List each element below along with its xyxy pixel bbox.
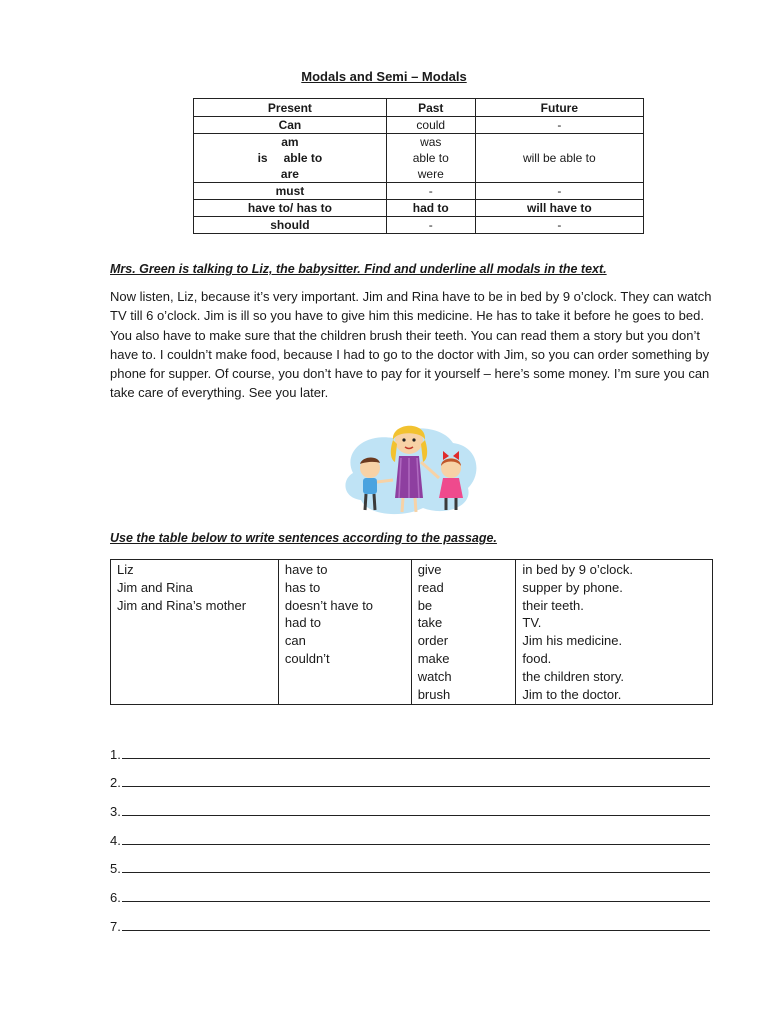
write-line[interactable] [122, 803, 710, 816]
list-item: Jim and Rina [117, 579, 193, 595]
list-item: Jim his medicine. [522, 633, 623, 649]
cell-line [196, 150, 384, 166]
answer-number: 7. [110, 918, 121, 934]
page-title: Modals and Semi – Modals [301, 69, 467, 84]
cell-word: is [257, 151, 268, 165]
table-cell: will be able to [475, 134, 643, 183]
list-item: Jim and Rina’s mother [117, 597, 247, 613]
sentence-building-table [110, 559, 713, 705]
table-cell: must [194, 183, 387, 200]
write-line[interactable] [122, 918, 710, 931]
list-item: couldn’t [284, 650, 330, 666]
answer-line[interactable] [110, 905, 710, 934]
table-row [194, 183, 644, 200]
cell-line: were [417, 167, 444, 181]
answer-line[interactable] [110, 819, 710, 848]
modals-table [193, 98, 644, 234]
table-row [194, 217, 644, 234]
list-item: Liz [117, 562, 134, 577]
answer-number: 1. [110, 746, 121, 762]
subjects-column [111, 560, 279, 705]
list-item: their teeth. [522, 597, 584, 613]
list-item: have to [284, 562, 328, 577]
list-item: food. [522, 650, 552, 666]
write-line[interactable] [122, 889, 710, 902]
answer-number: 4. [110, 832, 121, 848]
table-header-row [194, 99, 644, 117]
table-cell: will have to [475, 200, 643, 217]
table-cell [386, 134, 475, 183]
table-row-able-to [194, 134, 644, 183]
verbs-column [411, 560, 516, 705]
list-item: take [417, 615, 443, 631]
list-item: be [417, 597, 433, 613]
table-cell: have to/ has to [194, 200, 387, 217]
answer-line[interactable] [110, 790, 710, 819]
list-item: can [284, 633, 306, 649]
table-cell: should [194, 217, 387, 234]
table-cell: - [475, 217, 643, 234]
answer-number: 3. [110, 804, 121, 820]
instruction-underline-modals: Mrs. Green is talking to Liz, the babysitter. Find and underline all modals in the text. [110, 262, 607, 276]
reading-passage: Now listen, Liz, because it’s very important. Jim and Rina have to be in bed by 9 o’clock. They can watch TV till 6 o’clock. Jim is ill so you have to give him this medicine. He has to take it before he goes to bed. You also have to make sure that the children brush their teeth. You can read them a story but you don’t have to. I couldn’t make food, because I had to go to the doctor with Jim, so you can order something by phone for supper. Of course, you don’t have to pay for it yourself – here’s some money. I’m sure you can take care of everything. See you later. [110, 289, 712, 401]
write-line[interactable] [122, 860, 710, 873]
answer-line[interactable] [110, 762, 710, 791]
list-item: has to [284, 579, 321, 595]
answer-line[interactable] [110, 733, 710, 762]
mother-and-children-illustration [333, 418, 485, 518]
header-future: Future [475, 99, 643, 117]
table-row [111, 560, 713, 705]
list-item: had to [284, 615, 322, 631]
answer-number: 6. [110, 890, 121, 906]
list-item: read [417, 579, 444, 595]
header-past: Past [386, 99, 475, 117]
list-item: Jim to the doctor. [522, 686, 622, 702]
modals-column [278, 560, 411, 705]
complements-column [516, 560, 713, 705]
cell-line: was [420, 135, 442, 149]
list-item: TV. [522, 615, 542, 631]
header-present: Present [194, 99, 387, 117]
table-cell: had to [386, 200, 475, 217]
list-item: give [417, 562, 442, 577]
write-line[interactable] [122, 746, 710, 759]
cell-line: able to [412, 151, 449, 165]
cell-line: am [281, 135, 299, 149]
list-item: watch [417, 668, 452, 684]
table-cell: could [386, 117, 475, 134]
answer-line[interactable] [110, 848, 710, 877]
answer-line[interactable] [110, 876, 710, 905]
write-line[interactable] [122, 832, 710, 845]
list-item: doesn’t have to [284, 597, 374, 613]
table-row [194, 117, 644, 134]
list-item: in bed by 9 o’clock. [522, 562, 633, 577]
table-cell: - [475, 117, 643, 134]
list-item: supper by phone. [522, 579, 623, 595]
answer-lines [110, 733, 710, 934]
list-item: make [417, 650, 450, 666]
table-row [194, 200, 644, 217]
instruction-write-sentences: Use the table below to write sentences according to the passage. [110, 531, 497, 545]
table-cell: Can [194, 117, 387, 134]
list-item: order [417, 633, 449, 649]
list-item: brush [417, 686, 451, 702]
table-cell: - [386, 217, 475, 234]
answer-number: 2. [110, 775, 121, 791]
answer-number: 5. [110, 861, 121, 877]
table-cell: - [386, 183, 475, 200]
cell-line: are [280, 167, 299, 181]
table-cell: - [475, 183, 643, 200]
write-line[interactable] [122, 774, 710, 787]
cell-word: able to [283, 151, 323, 165]
list-item: the children story. [522, 668, 625, 684]
table-cell [194, 134, 387, 183]
